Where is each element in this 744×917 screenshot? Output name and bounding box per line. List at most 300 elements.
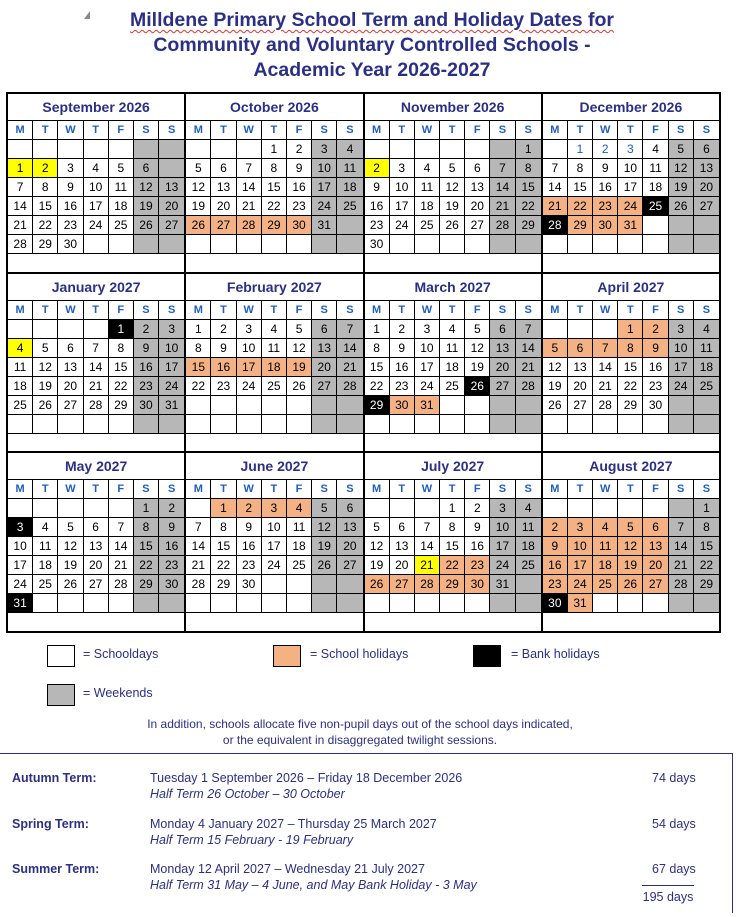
day-cell: 11 [109, 178, 134, 197]
day-cell: 28 [337, 377, 362, 396]
day-cell: 10 [618, 159, 643, 178]
note-line-1: In addition, schools allocate five non-pupil days out of the school days indicated, [147, 717, 573, 731]
day-cell: 30 [365, 235, 390, 254]
title-line-3: Academic Year 2026-2027 [253, 59, 491, 81]
terms-summary [0, 753, 733, 913]
day-cell: 16 [134, 358, 159, 377]
empty-day-cell [159, 159, 184, 178]
day-cell: 20 [211, 197, 236, 216]
day-cell: 7 [669, 518, 694, 537]
day-cell: 26 [440, 216, 465, 235]
weekday-header: S [337, 121, 362, 140]
day-cell: 18 [643, 178, 668, 197]
day-cell: 12 [365, 537, 390, 556]
month-calendar [186, 274, 362, 452]
day-cell: 21 [669, 556, 694, 575]
day-cell: 2 [593, 140, 618, 159]
weekday-header: T [84, 480, 109, 499]
empty-day-cell [694, 396, 719, 415]
day-cell: 23 [211, 377, 236, 396]
weekday-header: M [186, 480, 211, 499]
empty-day-cell [365, 415, 390, 434]
empty-day-cell [337, 575, 362, 594]
empty-day-cell [415, 594, 440, 613]
month-day-grid [365, 300, 541, 434]
weekday-header: W [237, 301, 262, 320]
day-cell: 31 [490, 575, 515, 594]
empty-day-cell [211, 415, 236, 434]
empty-day-cell [337, 396, 362, 415]
weekday-header: M [186, 121, 211, 140]
day-cell: 17 [8, 556, 33, 575]
weekday-header: T [568, 121, 593, 140]
empty-day-cell [211, 594, 236, 613]
day-cell: 2 [211, 320, 236, 339]
term-half-term: Half Term 26 October – 30 October [150, 787, 345, 801]
title-line-1: Milldene Primary School Term and Holiday Dates for [129, 9, 614, 31]
empty-day-cell [159, 415, 184, 434]
day-cell: 17 [415, 358, 440, 377]
month-calendar [186, 453, 362, 631]
day-cell: 4 [516, 499, 541, 518]
day-cell: 22 [618, 377, 643, 396]
legend-schooldays: = Schooldays [83, 647, 159, 661]
day-cell: 22 [134, 556, 159, 575]
day-cell: 3 [618, 140, 643, 159]
day-cell: 4 [287, 499, 312, 518]
day-cell: 22 [211, 556, 236, 575]
day-cell: 20 [465, 197, 490, 216]
weekends-swatch [47, 684, 75, 706]
empty-day-cell [543, 499, 568, 518]
day-cell: 27 [58, 396, 83, 415]
day-cell: 19 [543, 377, 568, 396]
day-cell: 10 [415, 339, 440, 358]
day-cell: 13 [568, 358, 593, 377]
day-cell: 23 [287, 197, 312, 216]
day-cell: 2 [33, 159, 58, 178]
day-cell: 30 [465, 575, 490, 594]
day-cell: 18 [8, 377, 33, 396]
day-cell: 23 [643, 377, 668, 396]
day-cell: 14 [109, 537, 134, 556]
empty-day-cell [516, 415, 541, 434]
day-cell: 4 [415, 159, 440, 178]
empty-day-cell [415, 235, 440, 254]
weekday-header: S [516, 121, 541, 140]
term-half-term: Half Term 15 February - 19 February [150, 833, 354, 847]
day-cell: 9 [159, 518, 184, 537]
empty-day-cell [516, 235, 541, 254]
weekday-header: F [643, 301, 668, 320]
day-cell: 7 [337, 320, 362, 339]
weekday-header: T [618, 121, 643, 140]
day-cell: 9 [365, 178, 390, 197]
empty-day-cell [337, 216, 362, 235]
day-cell: 8 [33, 178, 58, 197]
day-cell: 9 [58, 178, 83, 197]
day-cell: 19 [365, 556, 390, 575]
empty-day-cell [159, 594, 184, 613]
day-cell: 26 [312, 556, 337, 575]
weekday-header: S [669, 121, 694, 140]
day-cell: 9 [643, 339, 668, 358]
day-cell: 30 [643, 396, 668, 415]
empty-day-cell [84, 594, 109, 613]
day-cell: 28 [109, 575, 134, 594]
empty-day-cell [669, 396, 694, 415]
day-cell: 4 [33, 518, 58, 537]
day-cell: 6 [312, 320, 337, 339]
weekday-header: T [211, 121, 236, 140]
day-cell: 24 [669, 377, 694, 396]
empty-day-cell [694, 216, 719, 235]
weekday-header: S [159, 480, 184, 499]
day-cell: 14 [8, 197, 33, 216]
day-cell: 28 [669, 575, 694, 594]
day-cell: 1 [134, 499, 159, 518]
day-cell: 18 [440, 358, 465, 377]
legend-bank: = Bank holidays [511, 647, 600, 661]
day-cell: 14 [669, 537, 694, 556]
day-cell: 6 [58, 339, 83, 358]
empty-day-cell [669, 235, 694, 254]
schooldays-swatch [47, 645, 75, 667]
empty-day-cell [593, 499, 618, 518]
day-cell: 4 [694, 320, 719, 339]
day-cell: 21 [543, 197, 568, 216]
day-cell: 15 [211, 537, 236, 556]
empty-day-cell [618, 415, 643, 434]
day-cell: 27 [568, 396, 593, 415]
day-cell: 23 [390, 377, 415, 396]
weekday-header: M [365, 480, 390, 499]
empty-day-cell [593, 594, 618, 613]
weekday-header: M [365, 301, 390, 320]
day-cell: 28 [84, 396, 109, 415]
day-cell: 1 [8, 159, 33, 178]
day-cell: 2 [237, 499, 262, 518]
day-cell: 3 [8, 518, 33, 537]
day-cell: 7 [415, 518, 440, 537]
empty-day-cell [8, 415, 33, 434]
day-cell: 5 [312, 499, 337, 518]
weekday-header: T [390, 480, 415, 499]
term-name: Autumn Term: [12, 771, 97, 785]
empty-day-cell [440, 140, 465, 159]
day-cell: 9 [287, 159, 312, 178]
day-cell: 9 [465, 518, 490, 537]
empty-day-cell [694, 235, 719, 254]
day-cell: 25 [109, 216, 134, 235]
day-cell: 8 [694, 518, 719, 537]
empty-day-cell [490, 140, 515, 159]
empty-day-cell [643, 415, 668, 434]
empty-day-cell [337, 235, 362, 254]
day-cell: 16 [543, 556, 568, 575]
empty-day-cell [134, 235, 159, 254]
day-cell: 25 [337, 197, 362, 216]
empty-day-cell [84, 320, 109, 339]
day-cell: 3 [262, 499, 287, 518]
empty-day-cell [312, 396, 337, 415]
day-cell: 22 [262, 197, 287, 216]
day-cell: 31 [159, 396, 184, 415]
day-cell: 19 [465, 358, 490, 377]
page-title [60, 8, 684, 83]
day-cell: 23 [593, 197, 618, 216]
day-cell: 21 [84, 377, 109, 396]
day-cell: 14 [593, 358, 618, 377]
weekday-header: W [58, 480, 83, 499]
calendar-grid [6, 92, 721, 633]
day-cell: 5 [669, 140, 694, 159]
term-half-term: Half Term 31 May – 4 June, and May Bank Holiday - 3 May [150, 878, 477, 892]
day-cell: 2 [287, 140, 312, 159]
weekday-header: T [390, 121, 415, 140]
day-cell: 22 [694, 556, 719, 575]
day-cell: 20 [84, 556, 109, 575]
weekday-header: S [490, 121, 515, 140]
month-calendar [543, 453, 719, 631]
month-title: August 2027 [589, 458, 673, 475]
empty-day-cell [262, 235, 287, 254]
empty-day-cell [186, 235, 211, 254]
title-line-2: Community and Voluntary Controlled Schools - [153, 34, 591, 56]
day-cell: 29 [516, 216, 541, 235]
day-cell: 5 [440, 159, 465, 178]
empty-day-cell [33, 140, 58, 159]
day-cell: 9 [543, 537, 568, 556]
day-cell: 16 [58, 197, 83, 216]
day-cell: 21 [337, 358, 362, 377]
empty-day-cell [440, 415, 465, 434]
month-title: September 2026 [42, 99, 150, 115]
empty-day-cell [33, 320, 58, 339]
day-cell: 24 [618, 197, 643, 216]
day-cell: 29 [262, 216, 287, 235]
day-cell: 12 [465, 339, 490, 358]
day-cell: 13 [58, 358, 83, 377]
day-cell: 7 [109, 518, 134, 537]
empty-day-cell [312, 415, 337, 434]
empty-day-cell [694, 594, 719, 613]
empty-day-cell [415, 415, 440, 434]
empty-day-cell [568, 415, 593, 434]
day-cell: 4 [643, 140, 668, 159]
day-cell: 27 [465, 216, 490, 235]
day-cell: 17 [390, 197, 415, 216]
day-cell: 20 [643, 556, 668, 575]
empty-day-cell [211, 140, 236, 159]
day-cell: 19 [186, 197, 211, 216]
day-cell: 17 [262, 537, 287, 556]
empty-day-cell [390, 235, 415, 254]
empty-day-cell [287, 235, 312, 254]
empty-day-cell [465, 140, 490, 159]
empty-day-cell [337, 415, 362, 434]
day-cell: 2 [134, 320, 159, 339]
empty-day-cell [287, 594, 312, 613]
day-cell: 26 [287, 377, 312, 396]
weekday-header: S [337, 301, 362, 320]
month-day-grid [8, 479, 184, 613]
weekday-header: S [490, 480, 515, 499]
day-cell: 20 [490, 358, 515, 377]
day-cell: 20 [568, 377, 593, 396]
weekday-header: T [440, 121, 465, 140]
note-line-2: or the equivalent in disaggregated twilight sessions. [222, 733, 498, 747]
day-cell: 13 [159, 178, 184, 197]
day-cell: 18 [287, 537, 312, 556]
empty-day-cell [415, 140, 440, 159]
weekday-header: W [58, 121, 83, 140]
day-cell: 24 [237, 377, 262, 396]
day-cell: 8 [186, 339, 211, 358]
weekday-header: S [490, 301, 515, 320]
weekday-header: M [543, 301, 568, 320]
day-cell: 3 [390, 159, 415, 178]
day-cell: 6 [490, 320, 515, 339]
weekday-header: W [593, 301, 618, 320]
day-cell: 29 [134, 575, 159, 594]
day-cell: 22 [109, 377, 134, 396]
day-cell: 10 [490, 518, 515, 537]
day-cell: 19 [58, 556, 83, 575]
weekday-header: M [365, 121, 390, 140]
day-cell: 10 [568, 537, 593, 556]
day-cell: 22 [516, 197, 541, 216]
day-cell: 25 [287, 556, 312, 575]
day-cell: 5 [287, 320, 312, 339]
day-cell: 25 [516, 556, 541, 575]
day-cell: 20 [694, 178, 719, 197]
day-cell: 15 [262, 178, 287, 197]
empty-day-cell [390, 594, 415, 613]
day-cell: 8 [134, 518, 159, 537]
day-cell: 13 [211, 178, 236, 197]
day-cell: 16 [643, 358, 668, 377]
weekday-header: S [694, 480, 719, 499]
empty-day-cell [159, 140, 184, 159]
day-cell: 27 [312, 377, 337, 396]
day-cell: 11 [262, 339, 287, 358]
day-cell: 30 [390, 396, 415, 415]
day-cell: 23 [159, 556, 184, 575]
day-cell: 13 [694, 159, 719, 178]
month-day-grid [186, 479, 362, 613]
weekday-header: F [643, 480, 668, 499]
empty-day-cell [134, 594, 159, 613]
month-calendar [365, 453, 541, 631]
empty-day-cell [694, 415, 719, 434]
month-calendar [365, 94, 541, 272]
weekday-header: S [337, 480, 362, 499]
day-cell: 14 [84, 358, 109, 377]
day-cell: 3 [669, 320, 694, 339]
weekday-header: W [593, 480, 618, 499]
day-cell: 19 [618, 556, 643, 575]
month-day-grid [8, 120, 184, 254]
day-cell: 1 [568, 140, 593, 159]
day-cell: 11 [8, 358, 33, 377]
day-cell: 8 [440, 518, 465, 537]
day-cell: 26 [669, 197, 694, 216]
empty-day-cell [669, 594, 694, 613]
weekday-header: F [109, 480, 134, 499]
day-cell: 7 [84, 339, 109, 358]
day-cell: 25 [33, 575, 58, 594]
empty-day-cell [669, 415, 694, 434]
day-cell: 5 [58, 518, 83, 537]
day-cell: 17 [237, 358, 262, 377]
bank-holidays-swatch [473, 645, 501, 667]
day-cell: 22 [568, 197, 593, 216]
empty-day-cell [159, 235, 184, 254]
day-cell: 5 [618, 518, 643, 537]
day-cell: 27 [337, 556, 362, 575]
day-cell: 23 [365, 216, 390, 235]
empty-day-cell [8, 499, 33, 518]
empty-day-cell [84, 415, 109, 434]
empty-day-cell [262, 594, 287, 613]
weekday-header: F [465, 301, 490, 320]
weekday-header: F [465, 121, 490, 140]
term-days: 54 days [652, 817, 696, 831]
day-cell: 26 [543, 396, 568, 415]
day-cell: 21 [109, 556, 134, 575]
day-cell: 9 [211, 339, 236, 358]
empty-day-cell [643, 499, 668, 518]
empty-day-cell [109, 140, 134, 159]
day-cell: 6 [134, 159, 159, 178]
empty-day-cell [84, 499, 109, 518]
day-cell: 9 [134, 339, 159, 358]
day-cell: 22 [440, 556, 465, 575]
day-cell: 26 [33, 396, 58, 415]
weekday-header: S [669, 301, 694, 320]
empty-day-cell [543, 140, 568, 159]
day-cell: 24 [312, 197, 337, 216]
day-cell: 4 [337, 140, 362, 159]
day-cell: 16 [593, 178, 618, 197]
day-cell: 7 [186, 518, 211, 537]
weekday-header: F [287, 301, 312, 320]
empty-day-cell [58, 320, 83, 339]
day-cell: 21 [186, 556, 211, 575]
empty-day-cell [186, 396, 211, 415]
day-cell: 12 [287, 339, 312, 358]
day-cell: 18 [262, 358, 287, 377]
empty-day-cell [568, 320, 593, 339]
month-calendar [543, 94, 719, 272]
month-title: January 2027 [51, 278, 141, 295]
day-cell: 5 [186, 159, 211, 178]
month-day-grid [8, 300, 184, 434]
empty-day-cell [134, 140, 159, 159]
day-cell: 24 [568, 575, 593, 594]
day-cell: 30 [237, 575, 262, 594]
day-cell: 27 [84, 575, 109, 594]
weekday-header: S [516, 301, 541, 320]
month-title: July 2027 [421, 458, 485, 475]
month-day-grid [186, 120, 362, 254]
month-day-grid [186, 300, 362, 434]
month-title: October 2026 [230, 99, 319, 115]
empty-day-cell [134, 415, 159, 434]
day-cell: 21 [516, 358, 541, 377]
empty-day-cell [186, 415, 211, 434]
